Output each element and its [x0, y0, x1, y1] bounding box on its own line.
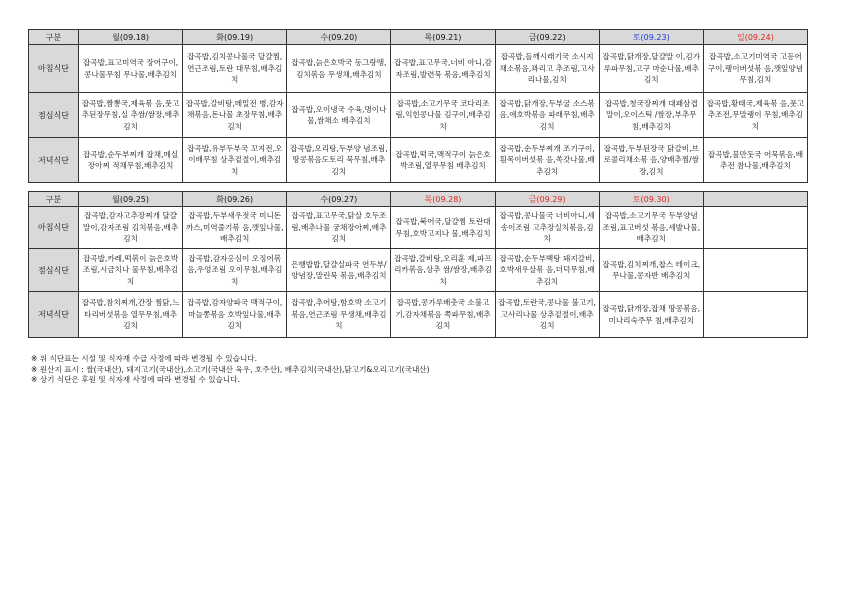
week2-menu-table — [28, 191, 808, 338]
menu-cell-empty — [703, 249, 807, 292]
footnotes — [31, 354, 430, 386]
dinner-row — [29, 138, 808, 183]
day-header: 화(09.19) — [183, 30, 287, 45]
day-header: 목(09.21) — [391, 30, 495, 45]
menu-cell: 잡곡밥,표고미역국 장어구이,콩나물무침 무나물,배추김치 — [79, 45, 183, 93]
row-label: 점심식단 — [29, 249, 79, 292]
menu-cell: 잡곡밥,표고무국,너비 아니,감자조림,발련묵 볶음,배추김치 — [391, 45, 495, 93]
menu-cell: 잡곡밥,물만둣국 어묵볶음,배추전 참나물,배추김치 — [703, 138, 807, 183]
menu-cell: 잡곡밥,김치찌개,찹스 테이크,무나물,콩자반 배추김치 — [599, 249, 703, 292]
row-label: 아침식단 — [29, 45, 79, 93]
menu-cell: 잡곡밥,콩가루배춧국 소불고기,감자채볶음 쪽파무침,배추김치 — [391, 292, 495, 338]
day-header-saturday: 토(09.23) — [599, 30, 703, 45]
footnote: ※ 상기 식단은 후원 및 식자재 사정에 따라 변경될 수 있습니다. — [31, 375, 240, 384]
menu-cell: 잡곡밥,추어탕,함호박 소고기볶음,연근조림 무생채,배추김치 — [287, 292, 391, 338]
day-header-holiday: 토(09.30) — [599, 192, 703, 207]
footnote: ※ 위 식단표는 시설 및 식자재 수급 사정에 따라 변경될 수 있습니다. — [31, 354, 258, 363]
day-header-empty — [703, 192, 807, 207]
day-header: 수(09.20) — [287, 30, 391, 45]
menu-cell: 잡곡밥,청국장찌개 대패삼겹말이,오이스틱 /쌈장,부추무침,배추김치 — [599, 93, 703, 138]
menu-cell: 잡곡밥,감자옹심이 오징어볶음,우엉조림 오이무침,배추김치 — [183, 249, 287, 292]
menu-cell: 잡곡밥,순두부찌개 조기구이,흰목이버섯볶 음,쏙갓나물,배추김치 — [495, 138, 599, 183]
menu-cell: 잡곡밥,카레,떡볶이 늙은호박조림,시금치나 물무침,배추김치 — [79, 249, 183, 292]
menu-cell-empty — [703, 207, 807, 249]
menu-cell: 잡곡밥,감자양파국 맥적구이,마늘쫑볶음 호박잎나물,배추김치 — [183, 292, 287, 338]
header-label: 구분 — [29, 192, 79, 207]
menu-cell: 잡곡밥,두부새우젓국 미니돈까스,미역줄기볶 음,깻잎나물,배추김치 — [183, 207, 287, 249]
menu-cell: 잡곡밥,유부두부국 꼬지전,오이배무침 상추겉절이,배추김치 — [183, 138, 287, 183]
week2-header-row — [29, 192, 808, 207]
day-header: 금(09.22) — [495, 30, 599, 45]
menu-cell: 잡곡밥,북어국,달걀찜 토란대무침,호박고지나 물,배추김치 — [391, 207, 495, 249]
lunch-row — [29, 249, 808, 292]
footnote: ※ 원산지 표시 : 쌀(국내산), 돼지고기(국내산),소고기(국내산 육우, 호주산), 배추김치(국내산),닭고기&오리고기(국내산) — [31, 364, 430, 374]
menu-cell: 잡곡밥,토란국,콩나물 불고기,고사리나물 상추겉절이,배추김치 — [495, 292, 599, 338]
menu-cell: 잡곡밥,김치콩나물국 달걀찜,연근조림,토란 대무침,배추김치 — [183, 45, 287, 93]
menu-cell: 잡곡밥,두부된장국 닭갈비,브로콜리채소볶 음,양배추찜/쌈장,김치 — [599, 138, 703, 183]
row-label: 저녁식단 — [29, 138, 79, 183]
menu-cell: 잡곡밥,들깨시래기국 소시지채소볶음,꽈리고 추조림,고사리나물,김치 — [495, 45, 599, 93]
menu-cell: 잡곡밥,오리탕,두부양 념조림,땅콩볶음도토리 묵무침,배추김치 — [287, 138, 391, 183]
dinner-row — [29, 292, 808, 338]
menu-cell: 잡곡밥,표고무국,닭살 호두조림,배추나물 궁채장아찌,배추김치 — [287, 207, 391, 249]
menu-cell: 은행밥밥,달걀실파국 연두부/양념장,말린묵 볶음,배추김치 — [287, 249, 391, 292]
menu-cell: 잡곡밥,소고기무국 코다리조림,익힌콩나물 김구이,배추김치 — [391, 93, 495, 138]
menu-cell: 잡곡밥,닭개장,잡채 땅콩볶음,미나리숙주무 침,배추김치 — [599, 292, 703, 338]
menu-cell: 잡곡밥,참치찌개,간장 찜닭,느타리버섯볶음 열무무침,배추김치 — [79, 292, 183, 338]
menu-cell: 잡곡밥,닭개장,두부굴 소스볶음,애호박볶음 파래무침,배추김치 — [495, 93, 599, 138]
day-header: 화(09.26) — [183, 192, 287, 207]
lunch-row — [29, 93, 808, 138]
day-header: 수(09.27) — [287, 192, 391, 207]
day-header-holiday: 금(09.29) — [495, 192, 599, 207]
menu-cell: 잡곡밥,떡국,맥적구이 늙은호박조림,열무무침 배추김치 — [391, 138, 495, 183]
menu-cell: 잡곡밥,갈비탕,오리훈 제,파프리카볶음,상추 쌈/쌈장,배추김치 — [391, 249, 495, 292]
menu-cell: 잡곡밥,짬뽕국,제육볶 음,풋고추된장무침,실 추쌈/쌈장,배추김치 — [79, 93, 183, 138]
day-header: 월(09.25) — [79, 192, 183, 207]
row-label: 아침식단 — [29, 207, 79, 249]
header-label: 구분 — [29, 30, 79, 45]
day-header: 월(09.18) — [79, 30, 183, 45]
breakfast-row — [29, 45, 808, 93]
menu-cell: 잡곡밥,소고기무국 두부양념조림,표고버섯 볶음,세발나물,배추김치 — [599, 207, 703, 249]
week1-menu-table — [28, 29, 808, 183]
day-header-holiday: 목(09.28) — [391, 192, 495, 207]
menu-cell: 잡곡밥,순두부백탕 돼지갈비,호박새우살볶 음,더덕무침,배추김치 — [495, 249, 599, 292]
menu-cell: 잡곡밥,황태국,제육볶 음,풋고추조전,무말랭이 무침,배추김치 — [703, 93, 807, 138]
menu-cell: 잡곡밥,감자고추장찌개 달걀말이,감자조림 김치볶음,배추김치 — [79, 207, 183, 249]
menu-cell: 잡곡밥,소고기미역국 고등어구이,팽이버섯볶 음,깻잎양념무침,김치 — [703, 45, 807, 93]
week1-header-row — [29, 30, 808, 45]
menu-cell: 잡곡밥,오이냉국 수육,명이나물,쌈채소 배추김치 — [287, 93, 391, 138]
row-label: 점심식단 — [29, 93, 79, 138]
menu-cell: 잡곡밥,늙은호박국 동그랑땡,김치볶음 무생채,배추김치 — [287, 45, 391, 93]
day-header-sunday: 일(09.24) — [703, 30, 807, 45]
menu-cell: 잡곡밥,닭개장,달걀말 이,김가루파무침,고구 마순나물,배추김치 — [599, 45, 703, 93]
menu-cell: 잡곡밥,콩나물국 너비아니,세송이조림 고추장실치볶음,김치 — [495, 207, 599, 249]
menu-cell-empty — [703, 292, 807, 338]
menu-cell: 잡곡밥,갈비탕,메밀전 병,감자채볶음,돈나물 초장무침,배추김치 — [183, 93, 287, 138]
menu-cell: 잡곡밥,순두부찌개 잡채,메실장아찌 적채무침,배추김치 — [79, 138, 183, 183]
row-label: 저녁식단 — [29, 292, 79, 338]
breakfast-row — [29, 207, 808, 249]
